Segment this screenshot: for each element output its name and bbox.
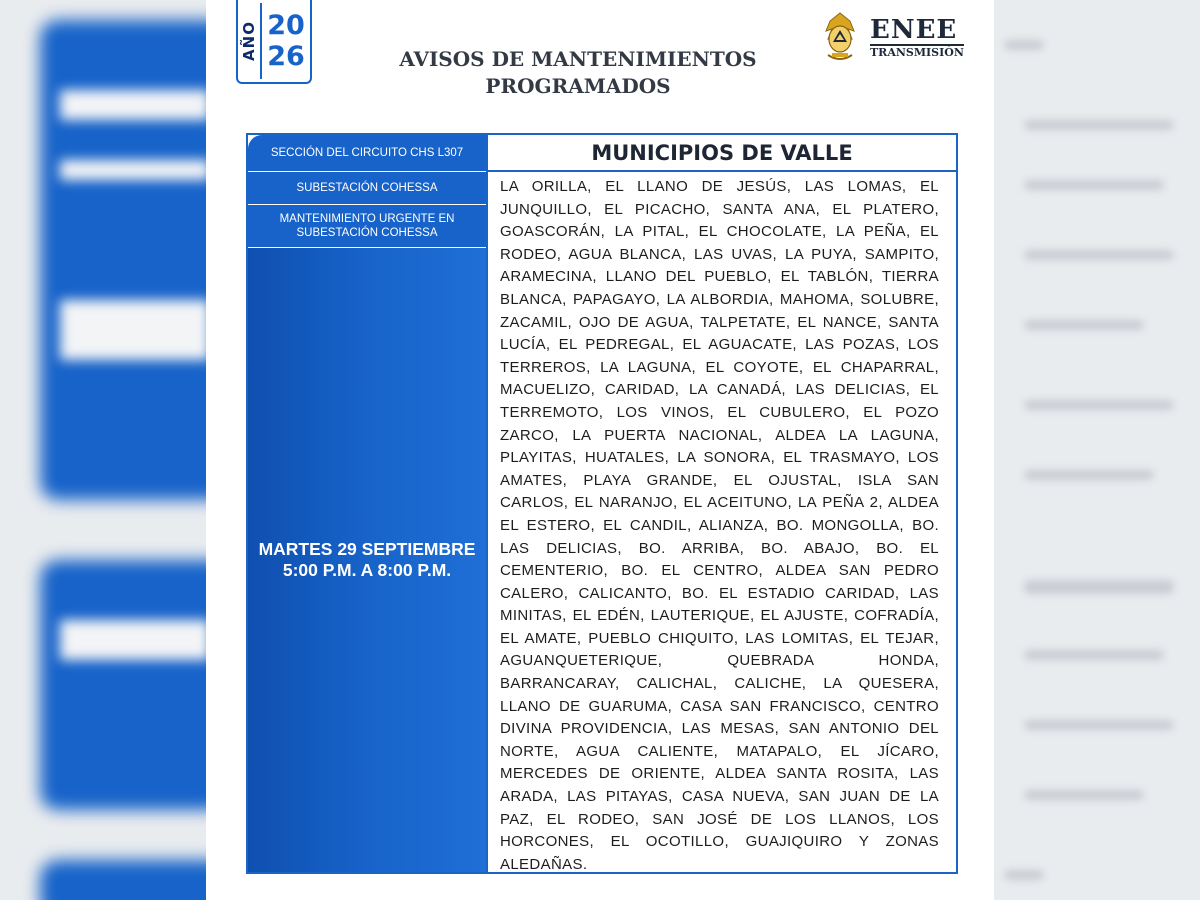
title-line-1: AVISOS DE MANTENIMIENTOS (399, 47, 757, 71)
maintenance-notice-document (206, 0, 994, 900)
municipality-header: MUNICIPIOS DE VALLE (486, 135, 956, 172)
affected-places-text: LA ORILLA, EL LLANO DE JESÚS, LAS LOMAS, EL JUNQUILLO, EL PICACHO, SANTA ANA, EL PLATERO, GOASCORÁN, LA PITAL, EL CHOCOLATE, LA PEÑA, EL RODEO, AGUA BLANCA, LAS UVAS, LA PUYA, SAMPITO, ARAMECINA, LLANO DEL PUEBLO, EL TABLÓN, TIERRA BLANCA, PAPAGAYO, LA ALBORDIA, MAHOMA, SOLUBRE, ZACAMIL, OJO DE AGUA, TALPETATE, EL NANCE, SANTA LUCÍA, EL PEDREGAL, EL AGUACATE, LAS POZAS, LOS TERREROS, LA LAGUNA, EL COYOTE, EL CHAPARRAL, MACUELIZO, CARIDAD, LA CANADÁ, LAS DELICIAS, EL TERREMOTO, LOS VINOS, EL CUBULERO, EL POZO ZARCO, LA PUERTA NACIONAL, ALDEA LA LAGUNA, PLAYITAS, HUATALES, LA SONORA, EL TRASMAYO, LOS AMATES, PLAYA GRANDE, EL OJUSTAL, ISLA SAN CARLOS, EL NARANJO, EL ACEITUNO, LA PEÑA 2, ALDEA EL ESTERO, EL CANDIL, ALIANZA, BO. MONGOLLA, BO. LAS DELICIAS, BO. ARRIBA, BO. ABAJO, BO. EL CEMENTERIO, BO. EL CENTRO, ALDEA SAN PEDRO CALERO, CALICANTO, BO. EL ESTADIO CARIDAD, LAS MINITAS, EL EDÉN, LAUTERIQUE, EL AJUSTE, COFRADÍA, EL AMATE, PUEBLO CHIQUITO, LAS LOMITAS, EL TEJAR, AGUANQUETERIQUE, QUEBRADA HONDA, BARRANCARAY, CALICHAL, CALICHE, LA QUESERA, LLANO DE GUARUMA, CASA SAN FRANCISCO, CENTRO DIVINA PROVIDENCIA, LAS MESAS, SAN ANTONIO DEL NORTE, AGUA CALIENTE, MATAPALO, EL JÍCARO, MERCEDES DE ORIENTE, ALDEA SANTA ROSITA, LAS ARADA, LAS PITAYAS, CASA NUEVA, SAN JUAN DE LA PAZ, EL RODEO, SAN JOSÉ DE LOS LLANOS, LOS HORCONES, EL OCOTILLO, GUAJIQUIRO Y ZONAS ALEDAÑAS. (500, 178, 939, 873)
substation-cell: SUBESTACIÓN COHESSA (248, 172, 486, 205)
maintenance-time: 5:00 P.M. A 8:00 P.M. (282, 560, 452, 580)
schedule-cell (248, 248, 486, 872)
year-badge (236, 0, 312, 84)
year-top: 20 (267, 10, 305, 41)
title-line-2: PROGRAMADOS (485, 74, 671, 98)
maintenance-type-cell: MANTENIMIENTO URGENTE EN SUBESTACIÓN COHESSA (248, 205, 486, 248)
circuit-section-cell: SECCIÓN DEL CIRCUITO CHS L307 (248, 135, 486, 172)
details-column (248, 135, 486, 872)
blurred-background-right (994, 0, 1200, 900)
year-digits (262, 10, 310, 72)
logo-brand: ENEE (870, 14, 958, 45)
year-bottom: 26 (267, 41, 305, 72)
logo-subtitle: TRANSMISIÓN (870, 45, 964, 59)
enee-logo (818, 8, 970, 66)
year-label: AÑO (240, 21, 259, 61)
maintenance-date: MARTES 29 SEPTIEMBRE (258, 539, 476, 559)
coat-of-arms-icon (818, 9, 862, 65)
blurred-background-left (0, 0, 206, 900)
maintenance-table (246, 133, 958, 874)
year-label-box (238, 3, 262, 79)
page-title (366, 46, 790, 100)
logo-text (870, 16, 964, 59)
affected-places-cell (486, 172, 956, 872)
